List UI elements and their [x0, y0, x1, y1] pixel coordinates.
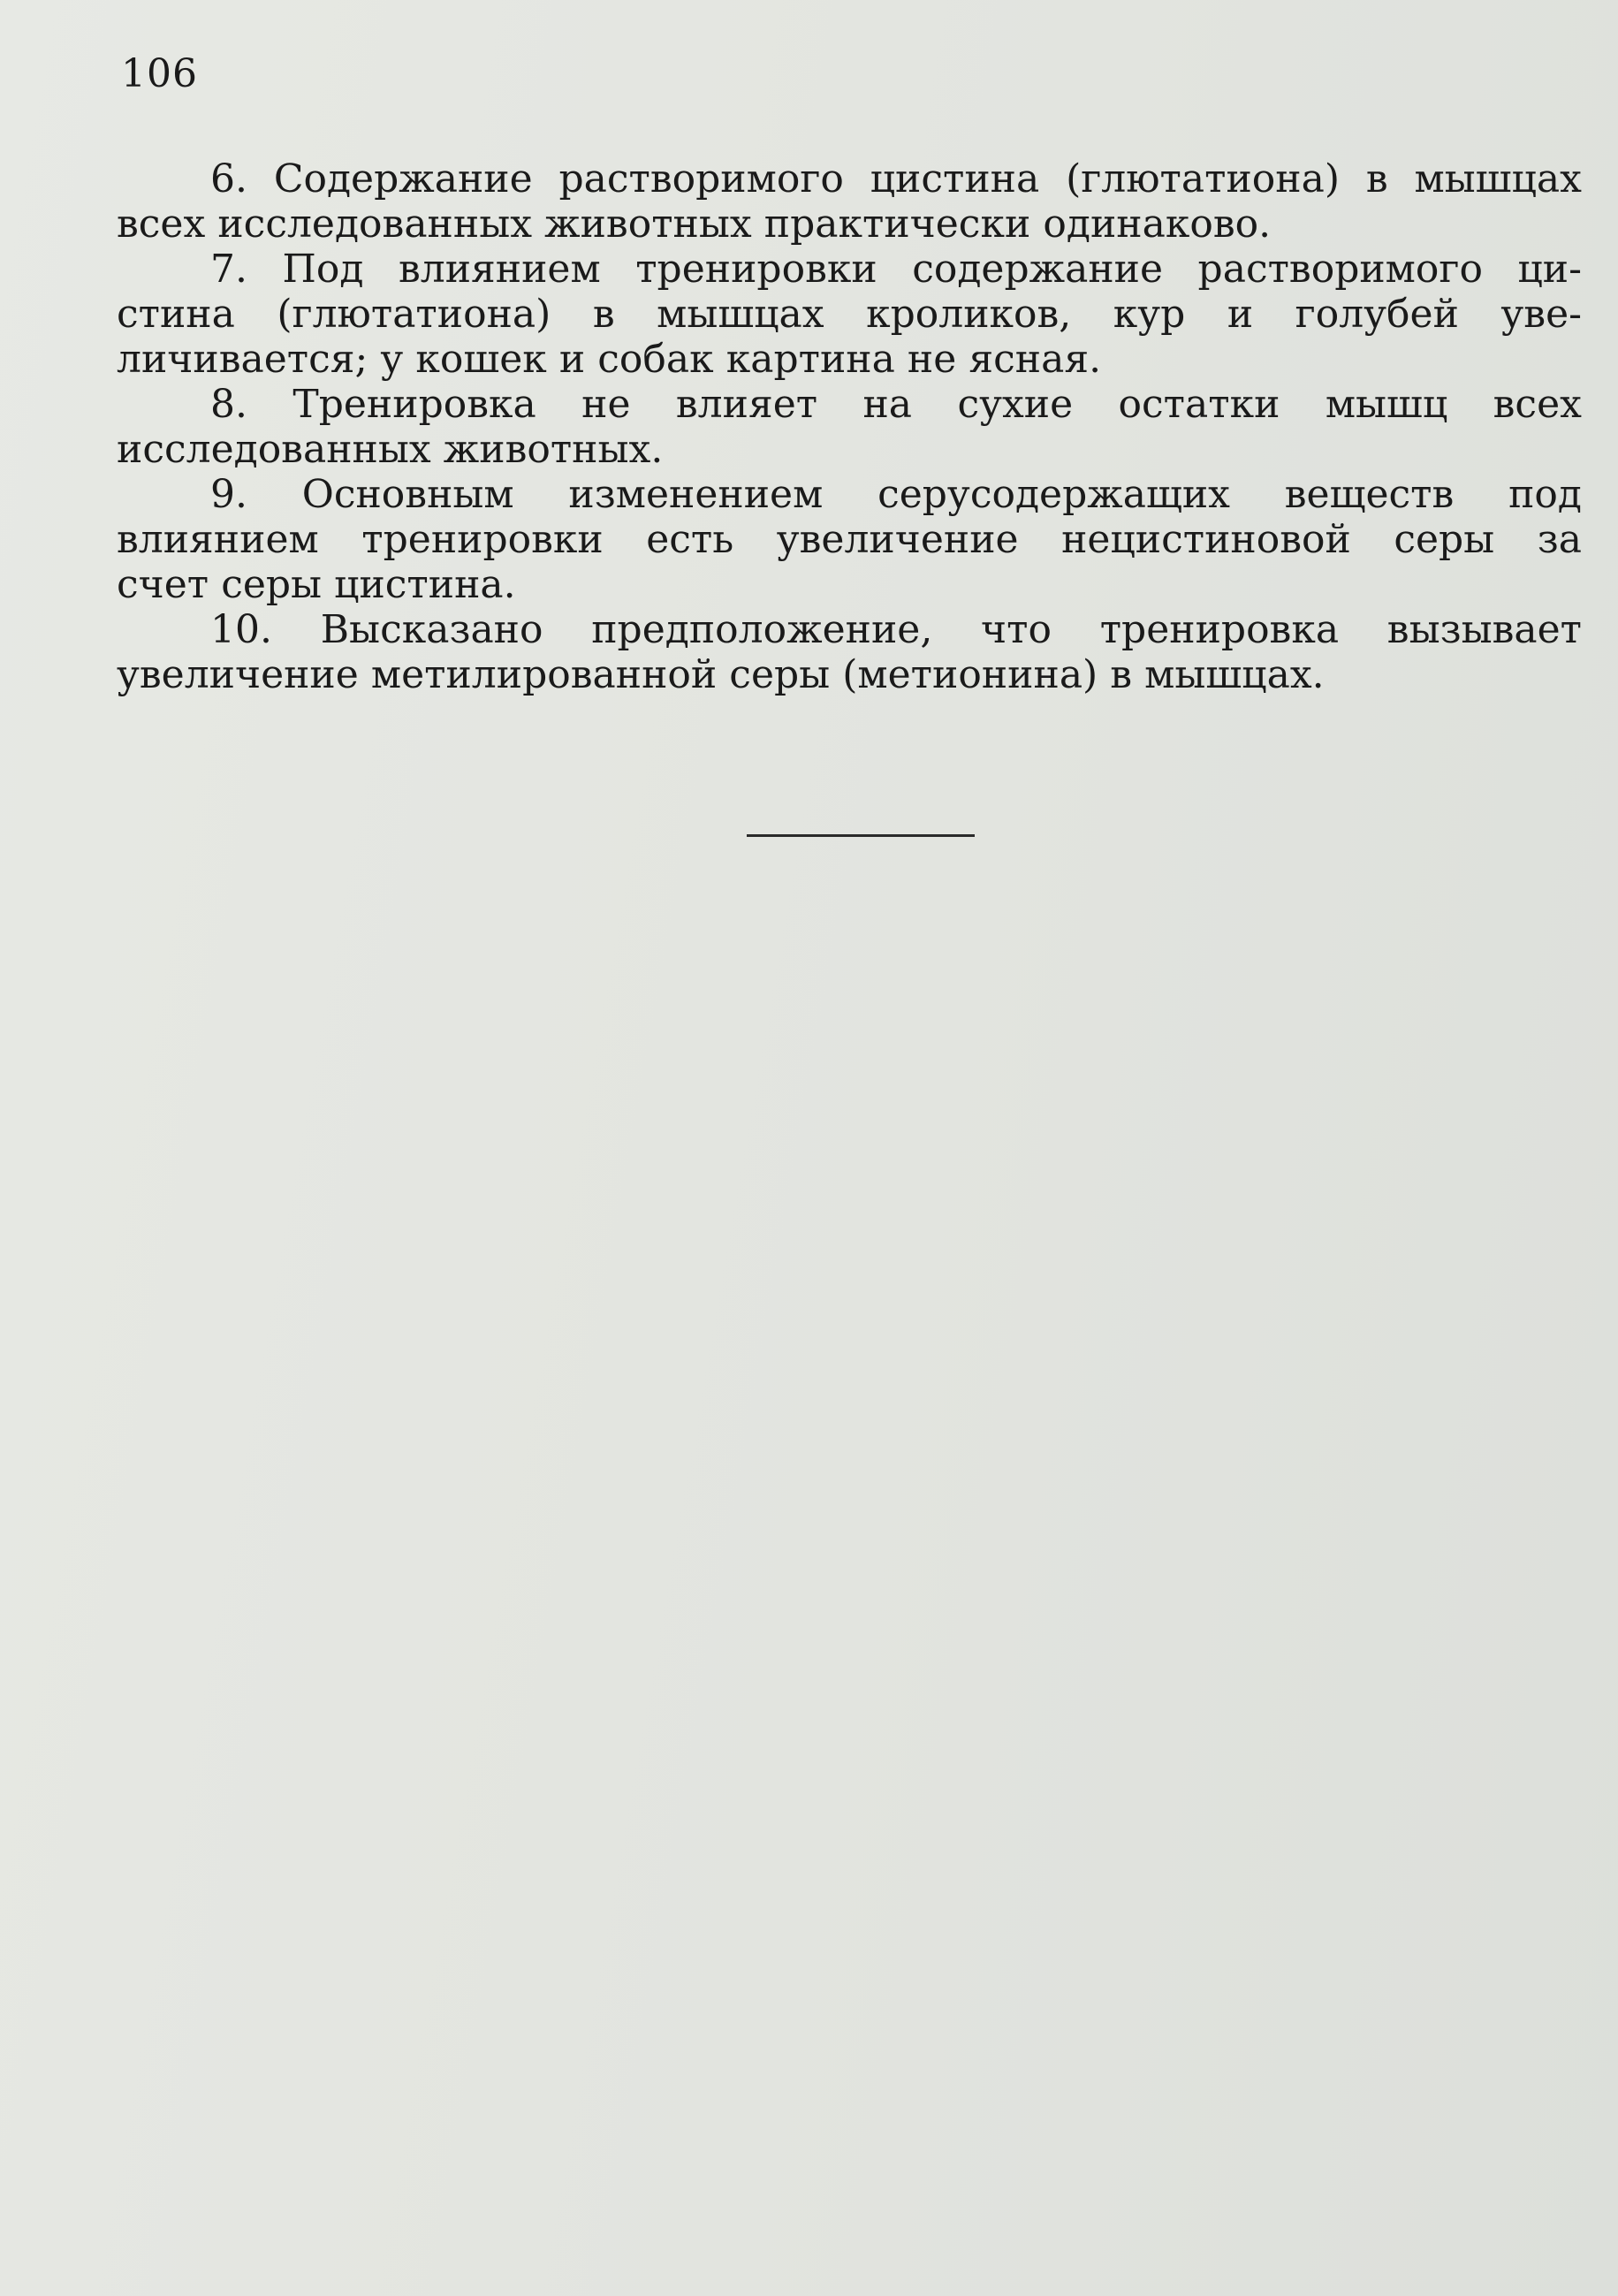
- word: влиянием: [398, 247, 601, 292]
- page-number: 106: [121, 51, 198, 96]
- word: тренировка: [1099, 607, 1340, 652]
- word: серусодержащих: [877, 472, 1230, 517]
- word: мышцах.: [1144, 652, 1325, 697]
- word: 8.: [210, 382, 247, 427]
- word: что: [981, 607, 1052, 652]
- word: стина: [117, 292, 235, 337]
- word: тренировки: [361, 517, 604, 562]
- word: животных: [544, 201, 752, 247]
- word: собак: [597, 337, 714, 382]
- word: тренировки: [635, 247, 877, 292]
- word: у: [380, 337, 404, 382]
- word: предположение,: [591, 607, 933, 652]
- word: уве-: [1500, 292, 1582, 337]
- word: мышцах: [1414, 156, 1582, 201]
- word: одинаково.: [1043, 201, 1272, 247]
- word: за: [1537, 517, 1582, 562]
- word: (метионина): [842, 652, 1098, 697]
- text-line: [117, 337, 1582, 382]
- text-line: [117, 562, 1582, 607]
- word: всех: [1493, 382, 1582, 427]
- conclusions-text: [117, 156, 1582, 697]
- word: влиянием: [117, 517, 319, 562]
- word: есть: [646, 517, 734, 562]
- word: мышц: [1325, 382, 1448, 427]
- word: мышцах: [657, 292, 824, 337]
- word: Содержание: [273, 156, 533, 201]
- word: растворимого: [1197, 247, 1483, 292]
- word: не: [907, 337, 957, 382]
- text-line: [117, 156, 1582, 201]
- word: под: [1508, 472, 1582, 517]
- text-line: [117, 517, 1582, 562]
- text-line: [117, 607, 1582, 652]
- word: и: [1227, 292, 1254, 337]
- word: личивается;: [117, 337, 368, 382]
- word: картина: [725, 337, 895, 382]
- word: в: [592, 292, 615, 337]
- word: исследованных: [117, 427, 431, 472]
- word: не: [581, 382, 631, 427]
- word: голубей: [1295, 292, 1459, 337]
- word: веществ: [1284, 472, 1455, 517]
- word: изменением: [568, 472, 824, 517]
- word: (глютатиона): [1066, 156, 1340, 201]
- word: серы: [221, 562, 323, 607]
- word: кур: [1113, 292, 1186, 337]
- word: содержание: [912, 247, 1164, 292]
- word: влияет: [675, 382, 818, 427]
- word: исследованных: [217, 201, 533, 247]
- word: увеличение: [776, 517, 1019, 562]
- word: на: [862, 382, 913, 427]
- word: (глютатиона): [277, 292, 551, 337]
- word: животных.: [443, 427, 664, 472]
- word: нецистиновой: [1061, 517, 1351, 562]
- word: практически: [763, 201, 1031, 247]
- text-line: [117, 427, 1582, 472]
- text-line: [117, 201, 1582, 247]
- word: в: [1365, 156, 1388, 201]
- word: метилированной: [370, 652, 718, 697]
- word: серы: [729, 652, 831, 697]
- word: увеличение: [117, 652, 359, 697]
- word: счет: [117, 562, 209, 607]
- text-line: [117, 292, 1582, 337]
- word: растворимого: [558, 156, 844, 201]
- word: 9.: [210, 472, 247, 517]
- word: и: [558, 337, 586, 382]
- word: 10.: [210, 607, 272, 652]
- word: Высказано: [320, 607, 543, 652]
- word: ясная.: [969, 337, 1102, 382]
- text-line: [117, 382, 1582, 427]
- section-end-rule: [747, 834, 975, 837]
- word: сухие: [957, 382, 1074, 427]
- word: кроликов,: [866, 292, 1072, 337]
- word: кошек: [415, 337, 547, 382]
- text-line: [117, 652, 1582, 697]
- word: всех: [117, 201, 206, 247]
- word: ци-: [1517, 247, 1582, 292]
- word: цистина: [870, 156, 1040, 201]
- word: 6.: [210, 156, 247, 201]
- word: остатки: [1118, 382, 1280, 427]
- word: Основным: [301, 472, 514, 517]
- word: вызывает: [1386, 607, 1582, 652]
- word: в: [1110, 652, 1133, 697]
- text-line: [117, 247, 1582, 292]
- word: Под: [282, 247, 364, 292]
- word: 7.: [210, 247, 247, 292]
- word: цистина.: [334, 562, 516, 607]
- word: Тренировка: [292, 382, 536, 427]
- text-line: [117, 472, 1582, 517]
- word: серы: [1394, 517, 1495, 562]
